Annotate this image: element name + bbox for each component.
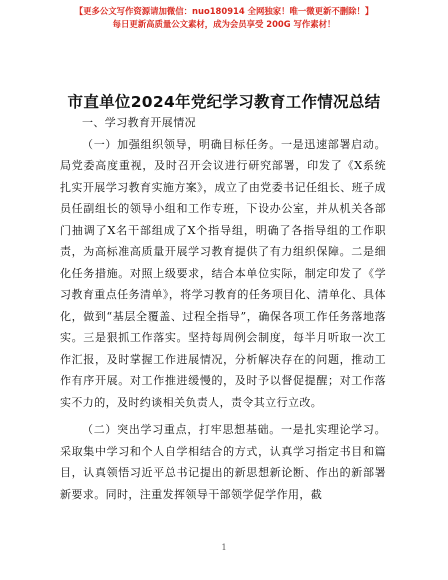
document-body (60, 112, 386, 505)
body-paragraph-2: （二）突出学习重点，打牢思想基础。一是扎实理论学习。采取集中学习和个人自学相结合的方式，认真学习指定书目和篇目，认真领悟习近平总书记提出的新思想新论断、作出的新部署新要求。同时，注重发挥领导干部领学促学作用，截 (60, 423, 386, 501)
promo-banner-line2: 每日更新高质量公文素材，成为会员享受 200G 写作素材！ (112, 19, 336, 29)
promo-banner-line1: 【更多公文写作资源请加微信：nuo180914 全网独家！唯一微更新不删除！】 (74, 6, 374, 16)
promo-banner (0, 6, 448, 30)
page-number: 1 (221, 543, 227, 552)
document-title: 市直单位2024年党纪学习教育工作情况总结 (67, 93, 381, 111)
body-paragraph-1: （一）加强组织领导，明确目标任务。一是迅速部署启动。局党委高度重视，及时召开会议进行研究部署，印发了《X系统扎实开展学习教育实施方案》，成立了由党委书记任组长、班子成员任副组长的领导小组和工作专班，下设办公室，并从机关各部门抽调了X名干部组成了X个指导组，明确了各指导组的工作职责，为高标准高质量开展学习教育提供了有力组织保障。二是细化任务措施。对照上级要求，结合本单位实际，制定印发了《学习教育重点任务清单》，将学习教育的任务项目化、清单化、具体化，做到“基层全覆盖、过程全指导”，确保各项工作任务落地落实。三是狠抓工作落实。坚持每周例会制度，每半月听取一次工作汇报，及时掌握工作进展情况，分析解决存在的问题，推动工作有序开展。对工作推进缓慢的，及时予以督促提醒；对工作落实不力的，及时约谈相关负责人，责令其立行立改。 (60, 137, 386, 409)
section-heading: 一、学习教育开展情况 (82, 116, 196, 129)
